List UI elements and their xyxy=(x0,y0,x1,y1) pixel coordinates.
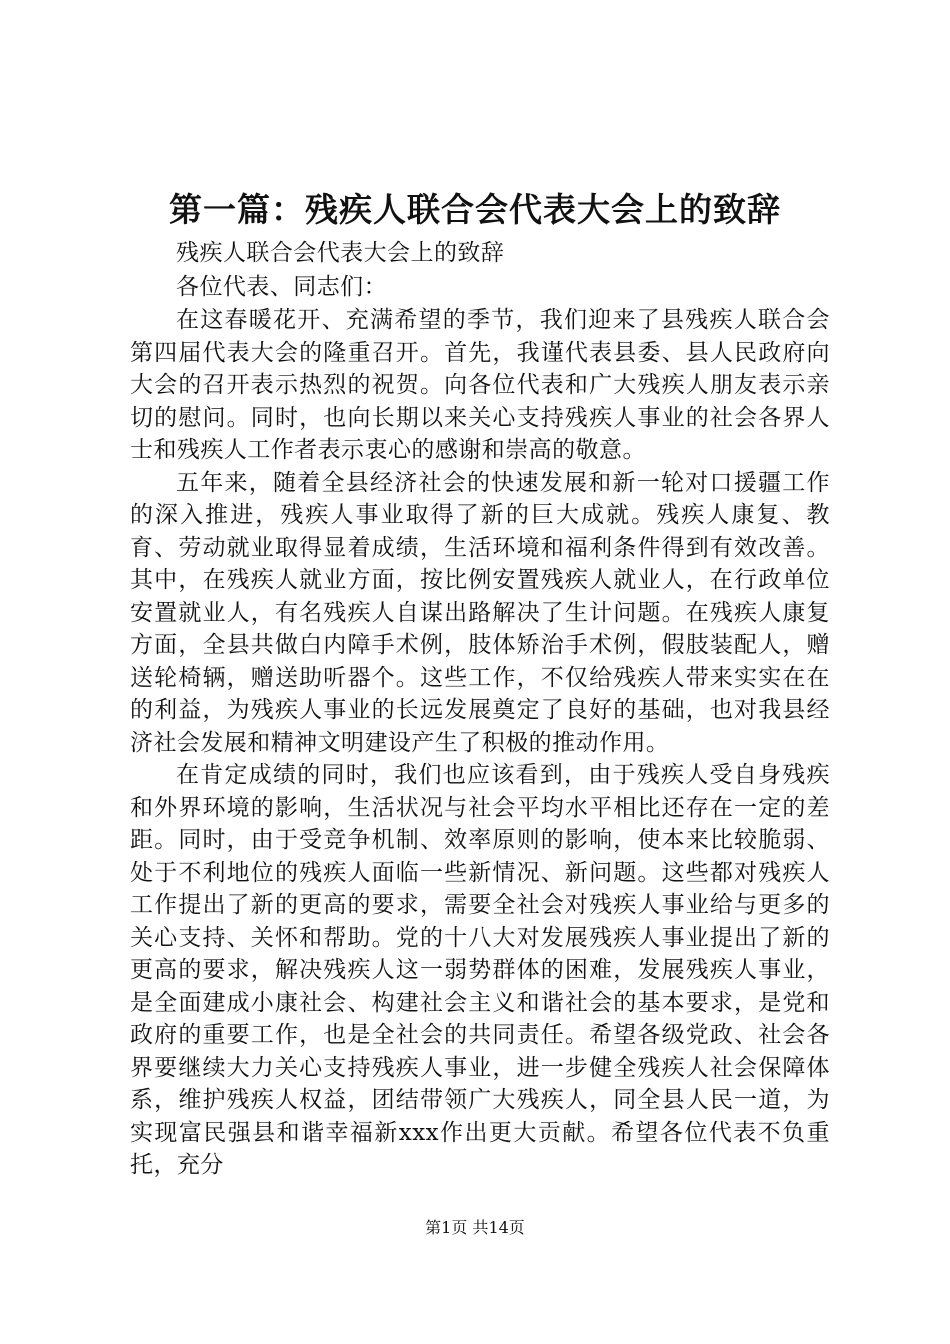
subtitle-paragraph: 残疾人联合会代表大会上的致辞 xyxy=(176,240,505,266)
body-paragraph: 在这春暖花开、充满希望的季节，我们迎来了县残疾人联合会第四届代表大会的隆重召开。首先，我谨代表县委、县人民政府向大会的召开表示热烈的祝贺。向各位代表和广大残疾人朋友表示亲切的慰问。同时，也向长期以来关心支持残疾人事业的社会各界人士和残疾人工作者表示衷心的感谢和崇高的敬意。 xyxy=(130,307,830,463)
document-body xyxy=(130,236,830,1182)
page-footer: 第1页 共14页 xyxy=(425,1218,525,1237)
document-title: 第一篇：残疾人联合会代表大会上的致辞 xyxy=(169,190,781,229)
body-paragraph: 在肯定成绩的同时，我们也应该看到，由于残疾人受自身残疾和外界环境的影响，生活状况与社会平均水平相比还存在一定的差距。同时，由于受竞争机制、效率原则的影响，使本来比较脆弱、处于不利地位的残疾人面临一些新情况、新问题。这些都对残疾人工作提出了新的更高的要求，需要全社会对残疾人事业给与更多的关心支持、关怀和帮助。党的十八大对发展残疾人事业提出了新的更高的要求，解决残疾人这一弱势群体的困难，发展残疾人事业，是全面建成小康社会、构建社会主义和谐社会的基本要求，是党和政府的重要工作，也是全社会的共同责任。希望各级党政、社会各界要继续大力关心支持残疾人事业，进一步健全残疾人社会保障体系，维护残疾人权益，团结带领广大残疾人，同全县人民一道，为实现富民强县和谐幸福新xxx作出更大贡献。希望各位代表不负重托，充分 xyxy=(130,762,830,1178)
salutation-paragraph: 各位代表、同志们： xyxy=(176,274,388,300)
body-paragraph: 五年来，随着全县经济社会的快速发展和新一轮对口援疆工作的深入推进，残疾人事业取得了新的巨大成就。残疾人康复、教育、劳动就业取得显着成绩，生活环境和福利条件得到有效改善。其中，在残疾人就业方面，按比例安置残疾人就业人，在行政单位安置就业人，有名残疾人自谋出路解决了生计问题。在残疾人康复方面，全县共做白内障手术例，肢体矫治手术例，假肢装配人，赠送轮椅辆，赠送助听器个。这些工作，不仅给残疾人带来实实在在的利益，为残疾人事业的长远发展奠定了良好的基础，也对我县经济社会发展和精神文明建设产生了积极的推动作用。 xyxy=(130,469,830,756)
